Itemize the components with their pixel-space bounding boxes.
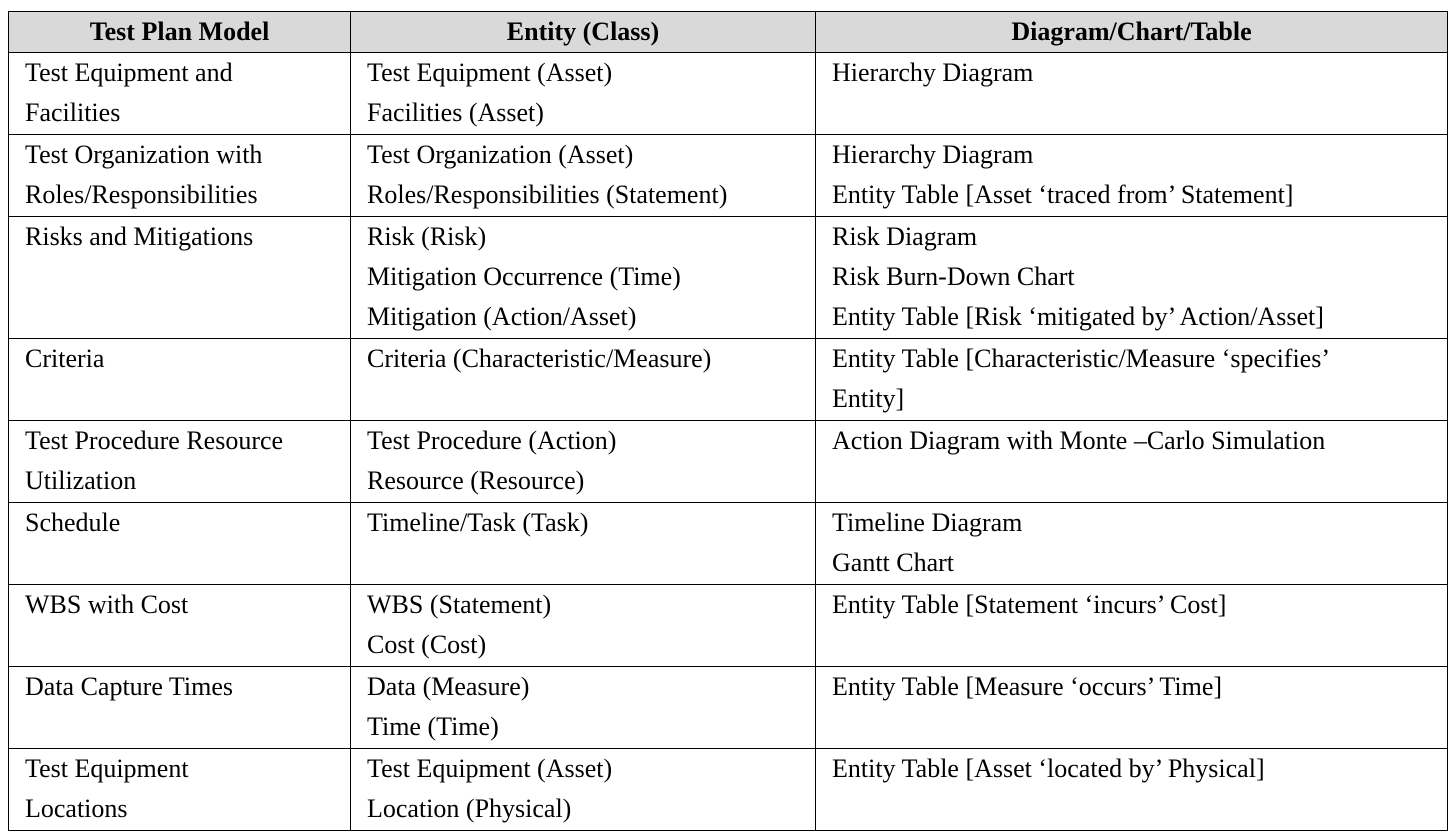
cell-line: Timeline Diagram	[832, 508, 1023, 537]
cell-line: Entity Table [Statement ‘incurs’ Cost]	[832, 590, 1227, 619]
cell-line: Entity Table [Asset ‘located by’ Physical]	[832, 754, 1265, 783]
cell-line: Entity Table [Asset ‘traced from’ Statement]	[832, 180, 1294, 209]
cell-line: WBS (Statement)	[367, 590, 552, 619]
cell-line: Gantt Chart	[832, 548, 955, 577]
table-row	[9, 421, 1448, 503]
cell-line: Facilities (Asset)	[367, 98, 544, 127]
cell-line: Resource (Resource)	[367, 466, 585, 495]
cell-line: Criteria (Characteristic/Measure)	[367, 344, 712, 373]
cell-line: Entity Table [Risk ‘mitigated by’ Action/Asset]	[832, 302, 1324, 331]
cell-line: Mitigation Occurrence (Time)	[367, 262, 681, 291]
model-cell	[9, 667, 351, 749]
cell-line: Locations	[25, 794, 128, 823]
cell-line: Test Equipment (Asset)	[367, 58, 613, 87]
model-cell	[9, 503, 351, 585]
cell-line: Time (Time)	[367, 712, 499, 741]
table-row	[9, 135, 1448, 217]
cell-line: Utilization	[25, 466, 137, 495]
cell-line: Entity Table [Characteristic/Measure ‘specifies’	[832, 344, 1330, 373]
header-entity-class: Entity (Class)	[351, 12, 816, 53]
entity-cell	[351, 585, 816, 667]
diagram-cell	[816, 421, 1448, 503]
model-cell	[9, 585, 351, 667]
cell-line: Test Equipment	[25, 754, 189, 783]
cell-line: Facilities	[25, 98, 121, 127]
entity-cell	[351, 749, 816, 831]
cell-line: Action Diagram with Monte –Carlo Simulation	[832, 426, 1326, 455]
cell-line: Data Capture Times	[25, 672, 233, 701]
diagram-cell	[816, 339, 1448, 421]
cell-line: Hierarchy Diagram	[832, 58, 1034, 87]
cell-line: Test Procedure Resource	[25, 426, 284, 455]
cell-line: Risk (Risk)	[367, 222, 487, 251]
cell-line: Test Organization (Asset)	[367, 140, 634, 169]
entity-cell	[351, 217, 816, 339]
entity-cell	[351, 339, 816, 421]
table-row	[9, 339, 1448, 421]
entity-cell	[351, 135, 816, 217]
cell-line: Entity]	[832, 384, 905, 413]
cell-line: WBS with Cost	[25, 590, 189, 619]
diagram-cell	[816, 585, 1448, 667]
cell-line: Test Equipment (Asset)	[367, 754, 613, 783]
model-cell	[9, 53, 351, 135]
entity-cell	[351, 503, 816, 585]
header-row	[9, 12, 1448, 53]
cell-line: Risk Diagram	[832, 222, 978, 251]
header-diagram-chart-table: Diagram/Chart/Table	[816, 12, 1448, 53]
header-test-plan-model: Test Plan Model	[9, 12, 351, 53]
cell-line: Entity Table [Measure ‘occurs’ Time]	[832, 672, 1223, 701]
diagram-cell	[816, 53, 1448, 135]
table-row	[9, 585, 1448, 667]
cell-line: Risk Burn-Down Chart	[832, 262, 1075, 291]
cell-line: Test Organization with	[25, 140, 263, 169]
model-cell	[9, 339, 351, 421]
cell-line: Data (Measure)	[367, 672, 530, 701]
cell-line: Roles/Responsibilities	[25, 180, 258, 209]
table-row	[9, 667, 1448, 749]
entity-cell	[351, 667, 816, 749]
cell-line: Schedule	[25, 508, 121, 537]
cell-line: Test Procedure (Action)	[367, 426, 617, 455]
model-cell	[9, 749, 351, 831]
table-row	[9, 217, 1448, 339]
model-cell	[9, 135, 351, 217]
entity-cell	[351, 421, 816, 503]
cell-line: Cost (Cost)	[367, 630, 487, 659]
diagram-cell	[816, 503, 1448, 585]
cell-line: Criteria	[25, 344, 105, 373]
diagram-cell	[816, 217, 1448, 339]
model-cell	[9, 421, 351, 503]
entity-cell	[351, 53, 816, 135]
cell-line: Risks and Mitigations	[25, 222, 254, 251]
diagram-cell	[816, 135, 1448, 217]
model-cell	[9, 217, 351, 339]
cell-line: Timeline/Task (Task)	[367, 508, 589, 537]
table-row	[9, 503, 1448, 585]
table-row	[9, 749, 1448, 831]
diagram-cell	[816, 667, 1448, 749]
table-row	[9, 53, 1448, 135]
diagram-cell	[816, 749, 1448, 831]
cell-line: Test Equipment and	[25, 58, 233, 87]
cell-line: Mitigation (Action/Asset)	[367, 302, 637, 331]
cell-line: Hierarchy Diagram	[832, 140, 1034, 169]
test-plan-model-table	[8, 11, 1448, 831]
cell-line: Roles/Responsibilities (Statement)	[367, 180, 728, 209]
cell-line: Location (Physical)	[367, 794, 572, 823]
